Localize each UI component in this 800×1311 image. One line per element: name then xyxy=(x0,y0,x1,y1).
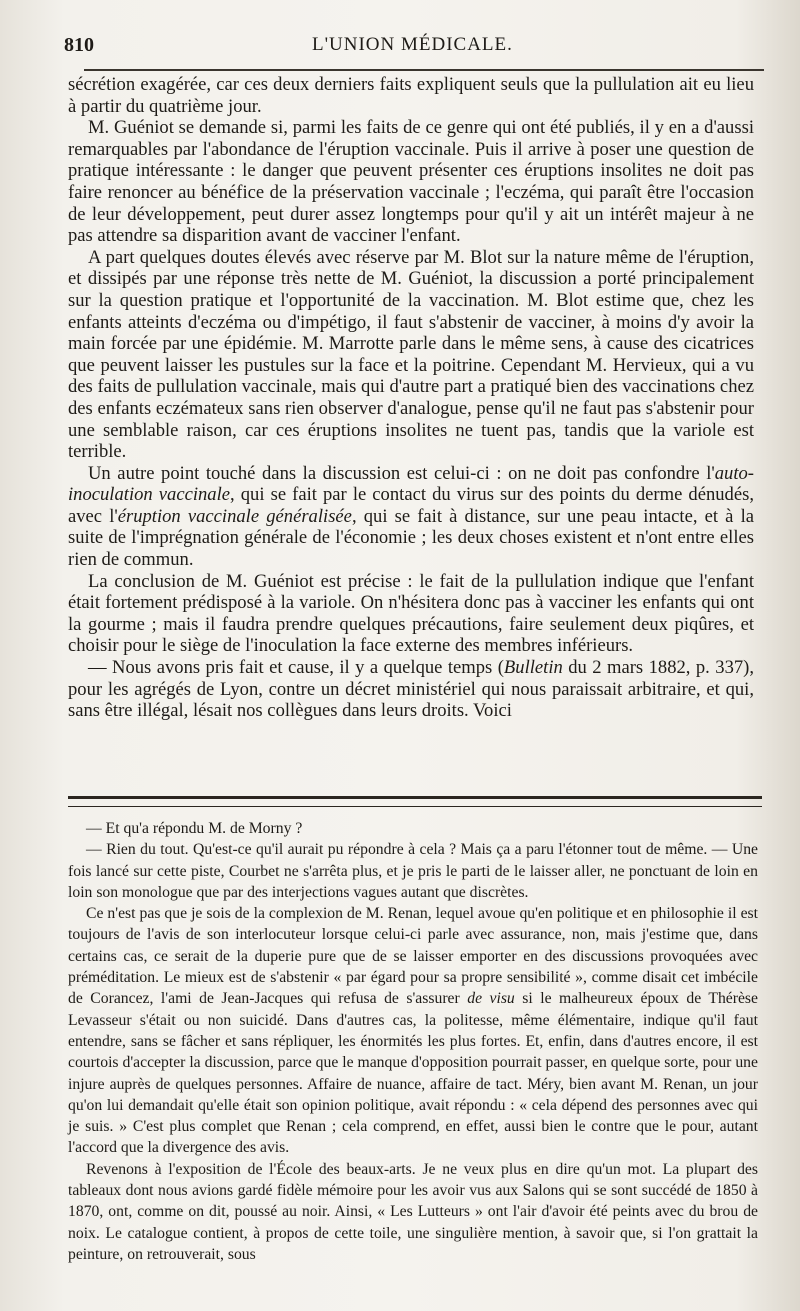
feuilleton-paragraph-3 xyxy=(68,903,758,1159)
paragraph-6-text-a: — Nous avons pris fait et cause, il y a quelque temps ( xyxy=(88,657,504,679)
article-paragraph-6 xyxy=(68,657,754,722)
page-header xyxy=(64,34,760,62)
paragraph-4-text-b: , qui se fait par le contact du virus sur des points du derme dénudés, avec l' xyxy=(68,484,754,527)
bulletin-citation: Bulletin xyxy=(503,657,563,679)
article-paragraph-5: La conclusion de M. Guéniot est précise : le fait de la pullulation indique que l'enfant était fortement prédisposé à la variole. On n'hésitera donc pas à vacciner les enfants qui ont la gourme ; mais il faudra prendre quelques précautions, faire seulement deux piqûres, et choisir pour le siège de l'inoculation la face externe des membres inférieurs. xyxy=(68,570,754,657)
feuilleton-3-text-b: si le malheureux époux de Thérèse Levasseur s'était ou non suicidé. Dans d'autres cas, la politesse, même élémentaire, indique qu'il faut entendre, sans se fâcher et sans répliquer, les énormités les plus fortes. Et, enfin, dans d'autres encore, il est courtois d'accepter la discussion, parce que le manque d'opposition pourrait passer, en quelque sorte, pour une injure auprès de quelques personnes. Affaire de nuance, affaire de tact. Méry, bien avant M. Renan, un jour qu'on lui demandait qu'elle était son opinion politique, avait répondu : « cela dépend des personnes avec qui je suis. » C'est plus complet que Renan ; cela comprend, en effet, aussi bien le contre que le pour, autant l'accord que la divergence des avis. xyxy=(68,990,759,1157)
article-paragraph-3: A part quelques doutes élevés avec réserve par M. Blot sur la nature même de l'éruption, et dissipés par une réponse très nette de M. Guéniot, la discussion a porté principalement sur la question pratique et l'opportunité de la vaccination. M. Blot estime que, chez les enfants atteints d'eczéma ou d'impétigo, il faut s'abstenir de vacciner, à moins d'y avoir la main forcée par une épidémie. M. Marrotte parle dans le même sens, à cause des cicatrices que peuvent laisser les pustules sur la face et la poitrine. Cependant M. Hervieux, qui a vu des faits de pullulation vaccinale, mais qui d'autre part a pratiqué bien des vaccinations chez des enfants eczémateux sans rien observer d'analogue, pense qu'il ne faut pas s'abstenir pour une semblable raison, car ces éruptions insolites ne tuent pas, tandis que la variole est terrible. xyxy=(68,246,754,463)
page-number: 810 xyxy=(64,34,94,56)
feuilleton-paragraph-4: Revenons à l'exposition de l'École des beaux-arts. Je ne veux plus en dire qu'un mot. La plupart des tableaux dont nous avions gardé fidèle mémoire pour les avoir vus aux Salons qui se sont succédé de 1850 à 1870, ont, comme on dit, poussé au noir. Ainsi, « Les Lutteurs » ont l'air d'avoir été peints avec du brou de noix. Le catalogue contient, à propos de cette toile, une singulière mention, à savoir que, si l'on grattait la peinture, on retrouverait, sous xyxy=(68,1160,758,1263)
header-rule xyxy=(84,69,764,71)
article-paragraph-1: sécrétion exagérée, car ces deux derniers faits expliquent seuls que la pullulation ait eu lieu à partir du quatrième jour. xyxy=(68,74,754,117)
feuilleton-paragraph-1: — Et qu'a répondu M. de Morny ? xyxy=(86,820,303,837)
article-paragraph-2: M. Guéniot se demande si, parmi les faits de ce genre qui ont été publiés, il y en a d'aussi remarquables par l'abondance de l'éruption vaccinale. Puis il arrive à poser une question de pratique intéressante : le danger que peuvent présenter ces éruptions insolites ne doit pas faire renoncer au bénéfice de la préservation vaccinale ; l'eczéma, qui paraît être l'occasion de leur développement, peut durer assez longtemps pour qu'il y ait un intérêt majeur à ne pas attendre sa disparition avant de vacciner l'enfant. xyxy=(68,117,754,247)
article-body xyxy=(68,74,754,722)
term-auto-inoculation: auto-inoculation vaccinale xyxy=(68,462,754,506)
de-visu-term: de visu xyxy=(467,990,515,1008)
feuilleton-3-text-a: Ce n'est pas que je sois de la complexion de M. Renan, lequel avoue qu'en politique et en philosophie il est toujours de l'avis de son interlocuteur lorsque celui-ci parle avec assurance, non, mais j'estime que, dans certains cas, ce serait de la duperie pure que de se laisser emporter en des discussions provoquées avec préméditation. Le mieux est de s'abstenir « par égard pour sa propre sensibilité », comme disait cet imbécile de Corancez, l'ami de Jean-Jacques qui refusa de s'assurer xyxy=(68,905,758,1008)
feuilleton-paragraph-2: — Rien du tout. Qu'est-ce qu'il aurait pu répondre à cela ? Mais ça a paru l'étonner tout de même. — Une fois lancé sur cette piste, Courbet ne s'arrêta plus, et je pris le parti de le laisser aller, ne ponctuant de loin en loin son monologue que par des interjections vagues autant que discrètes. xyxy=(68,841,758,901)
feuilleton-section xyxy=(68,818,758,1265)
paragraph-6-text-b: du 2 mars 1882, p. 337), pour les agrégés de Lyon, contre un décret ministériel qui nous paraissait arbitraire, et qui, sans être illégal, lésait nos collègues dans leurs droits. Voici xyxy=(68,657,754,722)
paragraph-4-text-c: , qui se fait à distance, sur une peau intacte, et à la suite de l'imprégnation générale de l'économie ; les deux choses existent et n'ont entre elles rien de commun. xyxy=(68,505,754,571)
feuilleton-divider xyxy=(68,796,762,807)
article-paragraph-4 xyxy=(68,463,754,571)
paragraph-4-text-a: Un autre point touché dans la discussion est celui-ci : on ne doit pas confondre l' xyxy=(88,462,715,484)
running-title: L'UNION MÉDICALE. xyxy=(312,34,513,55)
term-eruption-generalisee: éruption vaccinale généralisée xyxy=(117,505,352,527)
